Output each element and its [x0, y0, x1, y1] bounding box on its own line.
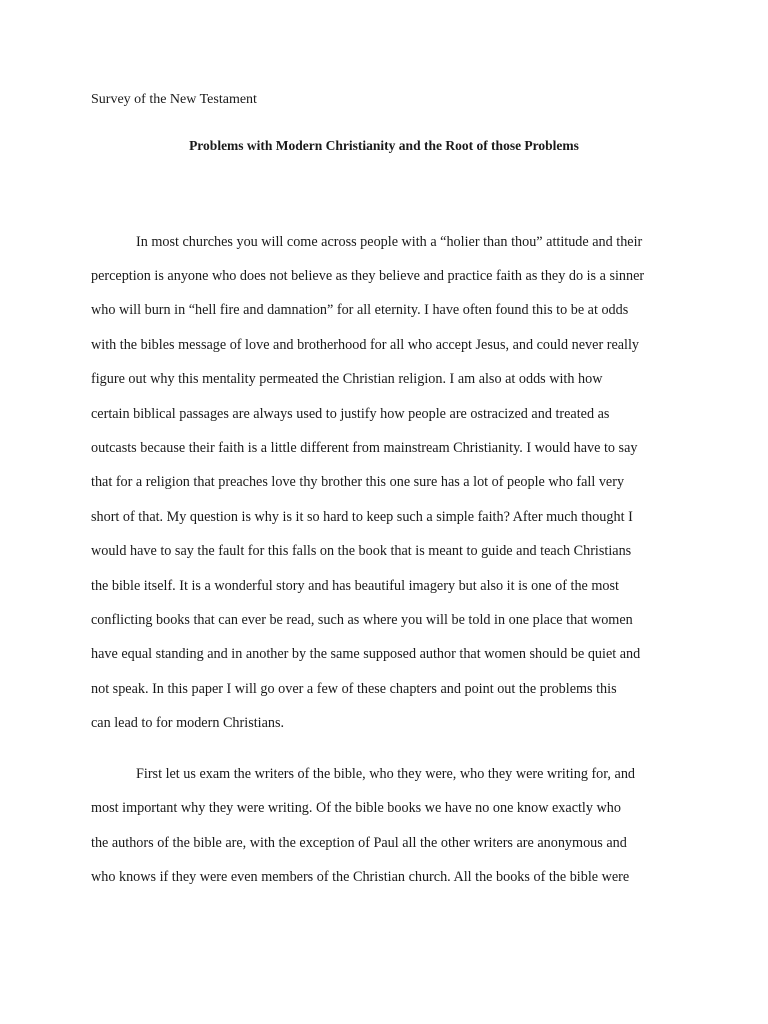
paragraph-1-line-1: In most churches you will come across people with a “holier than thou” attitude and their — [136, 234, 643, 250]
paragraph-1-line-8: that for a religion that preaches love thy brother this one sure has a lot of people who fall very — [91, 474, 625, 490]
paragraph-1-line-14: not speak. In this paper I will go over a few of these chapters and point out the problems this — [91, 681, 617, 697]
paragraph-1-line-9: short of that. My question is why is it so hard to keep such a simple faith? After much thought I — [91, 509, 633, 525]
paragraph-1-line-4: with the bibles message of love and brotherhood for all who accept Jesus, and could never really — [91, 337, 640, 353]
paragraph-1-line-12: conflicting books that can ever be read, such as where you will be told in one place that women — [91, 612, 633, 628]
paragraph-2-line-2: most important why they were writing. Of the bible books we have no one know exactly who — [91, 800, 621, 816]
paragraph-1-line-7: outcasts because their faith is a little different from mainstream Christianity. I would have to say — [91, 440, 638, 456]
course-name: Survey of the New Testament — [91, 92, 257, 107]
paragraph-1-line-6: certain biblical passages are always used to justify how people are ostracized and treated as — [91, 406, 610, 422]
paragraph-2-line-1: First let us exam the writers of the bible, who they were, who they were writing for, and — [136, 766, 636, 782]
paragraph-1-line-13: have equal standing and in another by the same supposed author that women should be quiet and — [91, 646, 641, 662]
paragraph-1-line-15: can lead to for modern Christians. — [91, 715, 285, 731]
paragraph-2-line-4: who knows if they were even members of the Christian church. All the books of the bible were — [91, 869, 630, 885]
paragraph-1-line-2: perception is anyone who does not believe as they believe and practice faith as they do is a sinner — [91, 268, 645, 284]
paragraph-1-line-5: figure out why this mentality permeated the Christian religion. I am also at odds with how — [91, 371, 603, 387]
paragraph-1-line-3: who will burn in “hell fire and damnation” for all eternity. I have often found this to be at odds — [91, 302, 629, 318]
paragraph-1-line-10: would have to say the fault for this falls on the book that is meant to guide and teach Christians — [91, 543, 632, 559]
paragraph-2-line-3: the authors of the bible are, with the exception of Paul all the other writers are anonymous and — [91, 835, 627, 851]
paragraph-1-line-11: the bible itself. It is a wonderful story and has beautiful imagery but also it is one of the most — [91, 578, 619, 594]
paper-title: Problems with Modern Christianity and the Root of those Problems — [189, 138, 579, 153]
